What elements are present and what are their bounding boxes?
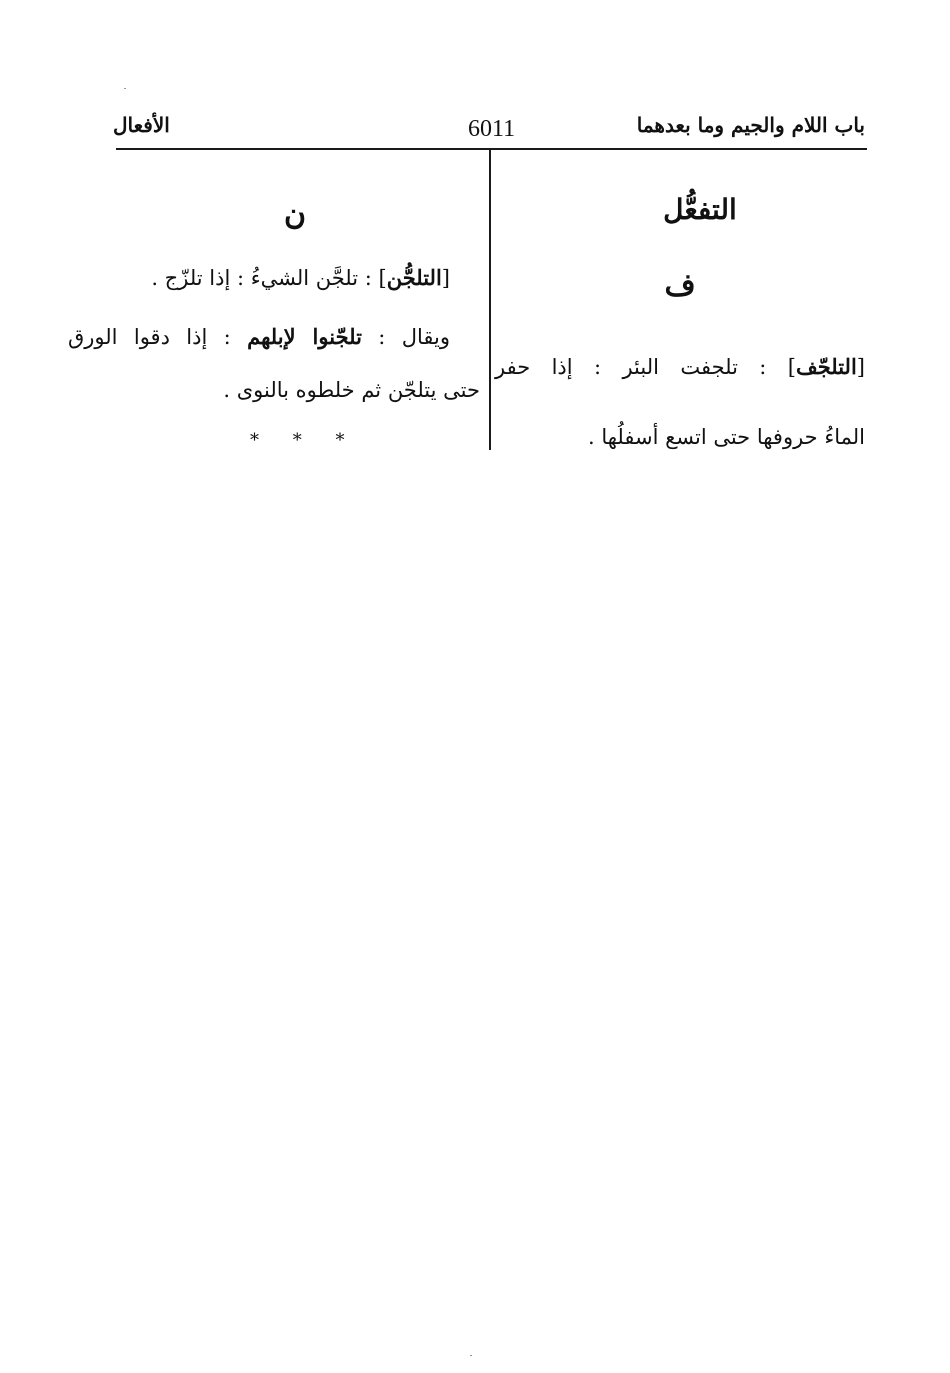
entry-headword: التلجّف [795,354,857,379]
entry-line: حتى يتلجّن ثم خلطوه بالنوى . [223,378,480,402]
column-divider [489,150,491,450]
letter-heading-n: ن [283,197,307,232]
entry-headword: تلجّنوا لإبلهم [247,324,362,349]
scan-speck [124,88,126,89]
letter-heading-f: ف [664,268,696,303]
scan-speck [470,1355,472,1356]
section-separator: * * * [250,430,359,451]
entry-headword: التلجُّن [386,265,442,290]
entry-line: الماءُ حروفها حتى اتسع أسفلُها . [587,425,865,449]
section-heading: التفعُّل [663,193,737,226]
entry-prefix: ويقال : [361,325,450,349]
entry-line: [التلجُّن] : تلجَّن الشيءُ : إذا تلزّج . [151,265,450,290]
header-rule [116,148,867,150]
running-header-section: الأفعال [113,113,170,137]
entry-text: : إذا دقوا الورق [68,325,248,349]
running-header-chapter: باب اللام والجيم وما بعدهما [636,113,865,137]
entry-line [68,320,450,354]
entry-text: ] : تلجفت البئر : إذا حفر [495,355,796,379]
entry-text: ] : تلجَّن الشيءُ : إذا تلزّج . [151,266,387,290]
page-number: 6011 [468,116,516,142]
entry-line: [التلجّف] : تلجفت البئر : إذا حفر [495,354,865,379]
